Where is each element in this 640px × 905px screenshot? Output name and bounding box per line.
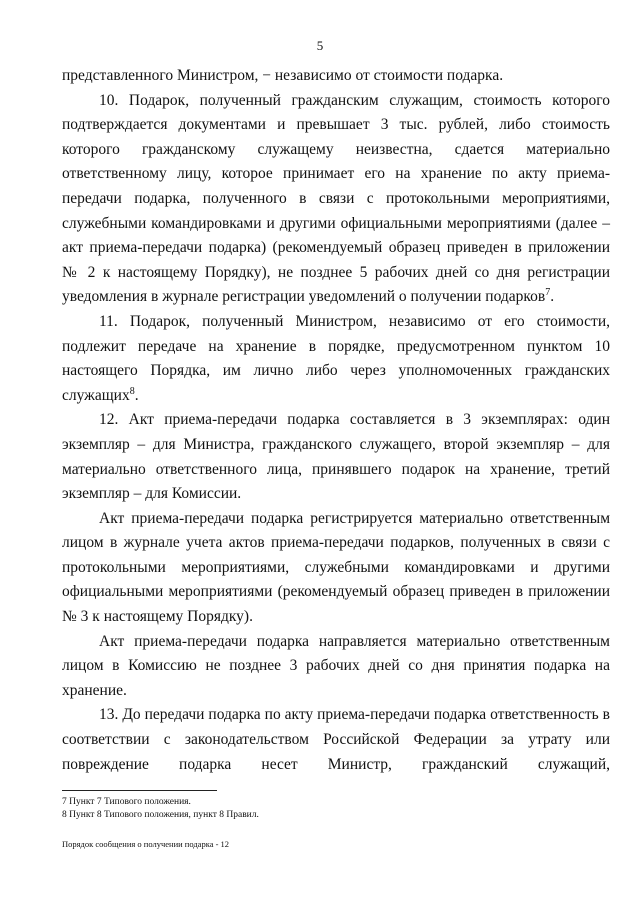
paragraph-act-sending: Акт приема-передачи подарка направляется материально ответственным лицом в Комиссию не позднее 3 рабочих дней со дня принятия подарка на хранение. (62, 632, 610, 699)
paragraph-item-11: 11. Подарок, полученный Министром, независимо от его стоимости, подлежит передаче на хранение в порядке, предусмотренном пунктом 10 настоящего Порядка, им лично либо через уполномоченных гражданских служащих$^8$. (62, 312, 610, 404)
paragraph-item-12: 12. Акт приема-передачи подарка составляется в 3 экземплярах: один экземпляр – для Министра, гражданского служащего, второй экземпляр – для материально ответственного лица, принявшего подарок на хранение, третий экземпляр – для Комиссии. (62, 411, 610, 503)
footnote-7: 7 Пункт 7 Типового положения. (62, 797, 191, 807)
footnote-8: 8 Пункт 8 Типового положения, пункт 8 Правил. (62, 810, 259, 820)
paragraph-act-registration: Акт приема-передачи подарка регистрируется материально ответственным лицом в журнале учета актов приема-передачи подарков, полученных в связи с протокольными мероприятиями, служебными командировками и другими официальными мероприятиями (рекомендуемый образец приведен в приложении № 3 к настоящему Порядку). (62, 509, 610, 626)
paragraph-item-13: 13. До передачи подарка по акту приема-передачи подарка ответственность в соответствии с законодательством Российской Федерации за утрату или повреждение подарка несет Министр, гражданский служащий, (62, 706, 610, 773)
paragraph-item-10: 10. Подарок, полученный гражданским служащим, стоимость которого подтверждается документами и превышает 3 тыс. рублей, либо стоимость которого гражданскому служащему неизвестна, сдается материально ответственному лицу, которое принимает его на хранение по акту приема-передачи подарка, полученного в связи с протокольными мероприятиями, служебными командировками и другими официальными мероприятиями (далее – акт приема-передачи подарка) (рекомендуемый образец приведен в приложении № 2 к настоящему Порядку), не позднее 5 рабочих дней со дня регистрации уведомления в журнале регистрации уведомлений о получении подарков$^7$. (62, 91, 610, 306)
footnote-ref-7: 7 (545, 287, 551, 299)
page-footer: Порядок сообщения о получении подарка - 12 (62, 839, 230, 849)
footnotes (62, 796, 610, 822)
page-number: 5 (316, 38, 324, 53)
footnote-divider (62, 790, 217, 791)
footnote-ref-8: 8 (129, 385, 135, 397)
document-body (62, 64, 610, 777)
paragraph-continuation: представленного Министром, − независимо от стоимости подарка. (62, 67, 504, 84)
